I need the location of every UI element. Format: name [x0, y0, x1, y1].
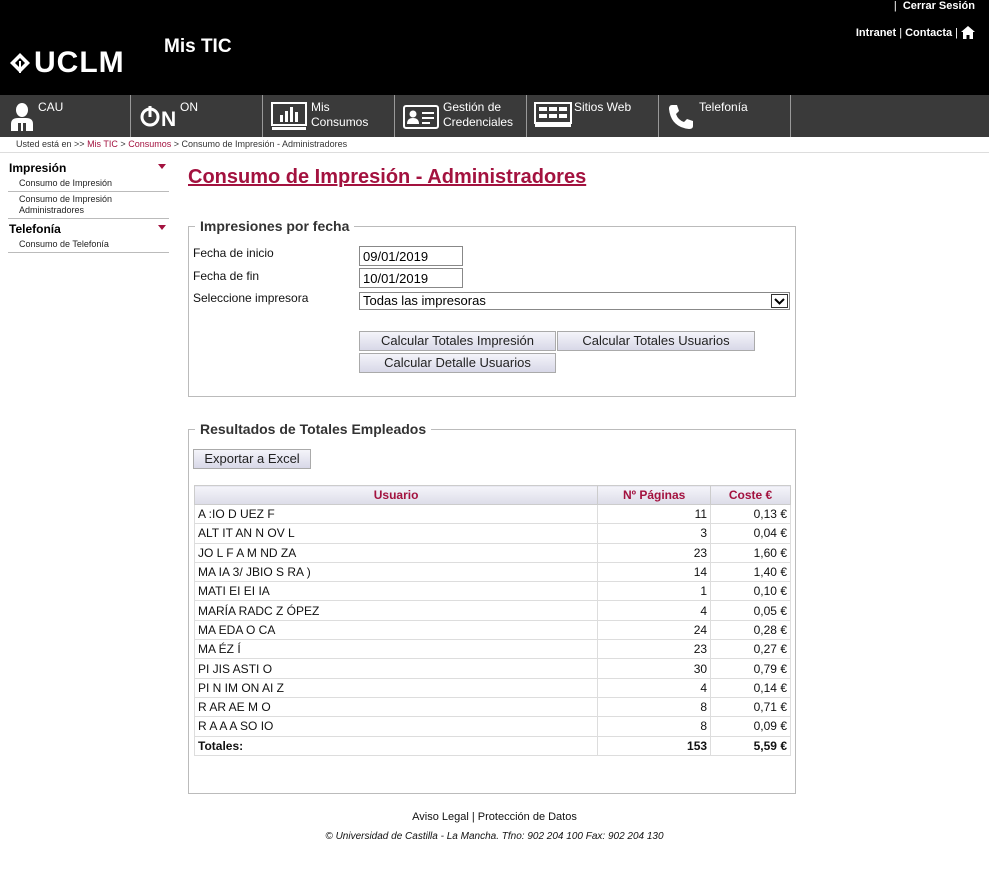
- printer-label: Seleccione impresora: [193, 291, 309, 305]
- cell-paginas: 24: [598, 620, 711, 639]
- footer-copyright: © Universidad de Castilla - La Mancha. Tfno: 902 204 100 Fax: 902 204 130: [325, 831, 664, 842]
- contacta-link[interactable]: Contacta: [905, 26, 953, 39]
- top-links-row-1: | Cerrar Sesión: [893, 0, 975, 12]
- sidebar-item-consumo-impresion[interactable]: Consumo de Impresión: [19, 178, 113, 188]
- intranet-link[interactable]: Intranet: [855, 26, 897, 39]
- cell-coste: 0,04 €: [711, 524, 791, 543]
- calculate-totals-print-button[interactable]: Calcular Totales Impresión: [359, 331, 556, 351]
- table-row: [195, 620, 791, 639]
- table-row: [195, 601, 791, 620]
- table-header-row: [195, 486, 791, 505]
- cell-usuario: R AR AE M O: [195, 697, 598, 716]
- logout-link[interactable]: Cerrar Sesión: [902, 0, 975, 12]
- cell-coste: 0,14 €: [711, 678, 791, 697]
- nav-label-consumos: Consumos: [311, 115, 369, 129]
- nav-label-on: ON: [180, 100, 198, 114]
- cell-paginas: 30: [598, 659, 711, 678]
- breadcrumb: [16, 139, 347, 149]
- cell-usuario: MARÍA RADC Z ÓPEZ: [195, 601, 598, 620]
- totals-cost: 5,59 €: [711, 736, 791, 755]
- cell-coste: 0,27 €: [711, 640, 791, 659]
- nav-label-gestion: Gestión de: [443, 100, 502, 114]
- breadcrumb-consumos[interactable]: Consumos: [128, 139, 172, 149]
- totals-pages: 153: [598, 736, 711, 755]
- site-header: [0, 0, 989, 95]
- expand-arrow-icon[interactable]: [158, 164, 166, 169]
- export-excel-button[interactable]: Exportar a Excel: [193, 449, 311, 469]
- table-row: [195, 659, 791, 678]
- table-row: [195, 697, 791, 716]
- cell-coste: 1,60 €: [711, 543, 791, 562]
- cell-usuario: MA IA 3/ JBIO S RA ): [195, 562, 598, 581]
- date-filter-legend: Impresiones por fecha: [195, 218, 354, 234]
- cell-paginas: 23: [598, 640, 711, 659]
- printer-select-value: Todas las impresoras: [363, 293, 486, 308]
- cell-coste: 1,40 €: [711, 562, 791, 581]
- aviso-legal-link[interactable]: Aviso Legal: [412, 811, 469, 823]
- cell-usuario: MA ÉZ Í: [195, 640, 598, 659]
- calculate-totals-users-button[interactable]: Calcular Totales Usuarios: [557, 331, 755, 351]
- cell-usuario: A :IO D UEZ F: [195, 505, 598, 524]
- cell-paginas: 14: [598, 562, 711, 581]
- cell-coste: 0,28 €: [711, 620, 791, 639]
- breadcrumb-prefix: Usted está en >>: [16, 139, 85, 149]
- credentials-card-icon: [403, 105, 439, 129]
- sidebar-item-consumo-telefonia[interactable]: Consumo de Telefonía: [19, 239, 109, 249]
- app-title: Mis TIC: [164, 36, 232, 57]
- nav-label-mis: Mis: [311, 100, 330, 114]
- cell-usuario: PI N IM ON AI Z: [195, 678, 598, 697]
- nav-label-sitios: Sitios Web: [574, 100, 632, 114]
- column-header-paginas[interactable]: Nº Páginas: [598, 486, 711, 505]
- sidebar-section-telefonia: [8, 221, 169, 253]
- user-icon: [10, 103, 36, 131]
- sidebar-head-telefonia[interactable]: [8, 221, 169, 237]
- cell-paginas: 11: [598, 505, 711, 524]
- start-date-label: Fecha de inicio: [193, 246, 274, 260]
- cell-coste: 0,79 €: [711, 659, 791, 678]
- svg-text:N: N: [161, 108, 177, 129]
- results-table: [194, 485, 791, 756]
- totals-label: Totales:: [195, 736, 598, 755]
- sidebar-head-label: Telefonía: [9, 222, 61, 236]
- nav-item-cau[interactable]: [0, 95, 131, 137]
- results-fieldset: [188, 421, 796, 794]
- expand-arrow-icon[interactable]: [158, 225, 166, 230]
- cell-paginas: 4: [598, 601, 711, 620]
- breadcrumb-mis-tic[interactable]: Mis TIC: [87, 139, 118, 149]
- start-date-input[interactable]: [359, 246, 463, 266]
- cell-usuario: JO L F A M ND ZA: [195, 543, 598, 562]
- table-row: [195, 640, 791, 659]
- nav-item-mis-consumos[interactable]: [264, 95, 395, 137]
- cell-paginas: 1: [598, 582, 711, 601]
- cell-coste: 0,09 €: [711, 717, 791, 736]
- uclm-emblem-icon: [8, 51, 32, 75]
- chevron-down-icon[interactable]: [771, 294, 788, 308]
- breadcrumb-current: > Consumo de Impresión - Administradores: [173, 139, 348, 149]
- end-date-input[interactable]: [359, 268, 463, 288]
- date-filter-fieldset: [188, 218, 796, 397]
- cell-coste: 0,71 €: [711, 697, 791, 716]
- cell-usuario: MA EDA O CA: [195, 620, 598, 639]
- cell-coste: 0,05 €: [711, 601, 791, 620]
- cell-usuario: MATI EI EI IA: [195, 582, 598, 601]
- sidebar: [8, 160, 169, 253]
- phone-icon: [668, 104, 694, 130]
- top-links-row-2: Intranet | Contacta |: [856, 26, 975, 39]
- table-row: [195, 678, 791, 697]
- table-row: [195, 582, 791, 601]
- sidebar-head-impresion[interactable]: [8, 160, 169, 176]
- breadcrumb-sep: >: [120, 139, 126, 149]
- cell-usuario: PI JIS ASTI O: [195, 659, 598, 678]
- proteccion-datos-link[interactable]: Protección de Datos: [477, 811, 577, 823]
- cell-coste: 0,13 €: [711, 505, 791, 524]
- nav-item-credenciales[interactable]: [396, 95, 527, 137]
- table-row: [195, 505, 791, 524]
- nav-item-telefonia[interactable]: [660, 95, 791, 137]
- footer-links: Aviso Legal | Protección de Datos: [412, 811, 577, 823]
- table-row: [195, 543, 791, 562]
- printer-select[interactable]: [359, 292, 790, 310]
- totals-row: [195, 736, 791, 755]
- cell-coste: 0,10 €: [711, 582, 791, 601]
- column-header-coste[interactable]: Coste €: [711, 486, 791, 505]
- calculate-detail-users-button[interactable]: Calcular Detalle Usuarios: [359, 353, 556, 373]
- main-nav: [0, 95, 989, 137]
- table-row: [195, 562, 791, 581]
- table-row: [195, 524, 791, 543]
- cell-paginas: 23: [598, 543, 711, 562]
- power-on-icon: [140, 105, 180, 129]
- results-legend: Resultados de Totales Empleados: [195, 421, 431, 437]
- sidebar-section-impresion: [8, 160, 169, 219]
- uclm-logo[interactable]: [8, 46, 125, 80]
- cell-paginas: 3: [598, 524, 711, 543]
- table-row: [195, 717, 791, 736]
- nav-item-sitios-web[interactable]: [528, 95, 659, 137]
- cell-usuario: R A A A SO IO: [195, 717, 598, 736]
- column-header-usuario[interactable]: Usuario: [195, 486, 598, 505]
- sidebar-item-consumo-impresion-admin[interactable]: Consumo de Impresión Administradores: [8, 191, 169, 218]
- nav-label-telefonia: Telefonía: [699, 100, 748, 114]
- breadcrumb-divider: [0, 152, 989, 153]
- cell-paginas: 8: [598, 717, 711, 736]
- logo-text: UCLM: [34, 46, 125, 79]
- page-title: Consumo de Impresión - Administradores: [188, 166, 587, 188]
- sidebar-head-label: Impresión: [9, 161, 67, 175]
- websites-icon: [534, 102, 572, 128]
- results-body: [195, 505, 791, 756]
- nav-item-on[interactable]: [132, 95, 263, 137]
- home-icon[interactable]: [961, 26, 975, 39]
- cell-paginas: 4: [598, 678, 711, 697]
- cell-usuario: ALT IT AN N OV L: [195, 524, 598, 543]
- nav-label-cau: CAU: [38, 100, 64, 114]
- end-date-label: Fecha de fin: [193, 269, 260, 283]
- consumption-chart-icon: [271, 102, 309, 132]
- nav-label-credenciales: Credenciales: [443, 115, 514, 129]
- cell-paginas: 8: [598, 697, 711, 716]
